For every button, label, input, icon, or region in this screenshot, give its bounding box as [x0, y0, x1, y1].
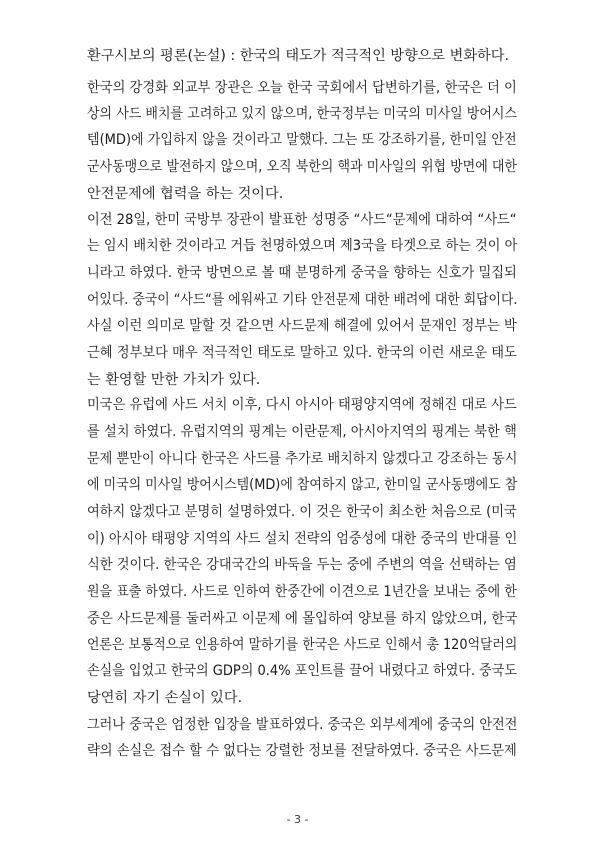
text-line: 는 임시 배치한 것이라고 거듭 천명하였으며 제3국을 타겟으로 하는 것이 아: [87, 238, 518, 254]
text-line: 는 환영할 만한 가치가 있다.: [87, 372, 261, 388]
text-line: 사실 이런 의미로 말할 것 같으면 사드문제 해결에 있어서 문재인 정부는 박: [87, 318, 517, 334]
text-line: 원을 표출 하였다. 사드로 인하여 한중간에 이견으로 1년간을 보내는 중에 한: [87, 584, 517, 600]
text-line: 미국은 유럽에 사드 서치 이후, 다시 아시아 태평양지역에 정해진 대로 사드: [87, 397, 517, 413]
text-line: 당연히 자기 손실이 있다.: [87, 690, 243, 706]
text-line: 언론은 보통적으로 인용하여 말하기를 한국은 사드로 인해서 총 120억달러의: [87, 637, 518, 653]
text-line: 중은 사드문제를 둘러싸고 이문제 에 몰입하여 양보를 하지 않았으며, 한국: [87, 611, 518, 627]
text-line: 한국의 강경화 외교부 장관은 오늘 한국 국회에서 답변하기를, 한국은 더 이: [87, 80, 517, 96]
text-line: 군사동맹으로 발전하지 않으며, 오직 북한의 핵과 미사일의 위협 방면에 대한: [87, 159, 517, 175]
text-line: 안전문제에 협력을 하는 것이다.: [87, 186, 284, 202]
text-line: 환구시보의 평론(논설) : 한국의 태도가 적극적인 방향으로 변화하다.: [87, 48, 509, 64]
text-line: 이전 28일, 한미 국방부 장관이 발표한 성명중 “사드“문제에 대하여 “사드“: [87, 212, 517, 228]
text-line: 여하지 않겠다고 분명히 설명하였다. 이 것은 한국이 최소한 처음으로 (미국: [87, 504, 517, 520]
text-line: 니라고 하였다. 한국 방면으로 볼 때 분명하게 중국을 향하는 신호가 밀집되: [87, 265, 517, 281]
text-line: 략의 손실은 접수 할 수 없다는 강렬한 정보를 전달하였다. 중국은 사드문제: [87, 743, 517, 759]
text-line: 손실을 입었고 한국의 GDP의 0.4% 포인트를 끌어 내렸다고 하였다. 중국도: [87, 663, 517, 679]
text-line: 상의 사드 배치를 고려하고 있지 않으며, 한국정부는 미국의 미사일 방어시스: [87, 106, 517, 122]
text-line: 어있다. 중국이 “사드“를 에워싸고 기타 안전문제 대한 배려에 대한 회답이다.: [87, 292, 518, 308]
text-line: 근혜 정부보다 매우 적극적인 태도로 말하고 있다. 한국의 이런 새로운 태도: [87, 345, 517, 361]
page-number: - 3 -: [286, 813, 309, 826]
text-line: 문제 뿐만이 아니다 한국은 사드를 추가로 배치하지 않겠다고 강조하는 동시: [87, 451, 518, 467]
text-line: 를 설치 하였다. 유럽지역의 핑계는 이란문제, 아시아지역의 핑계는 북한 핵: [87, 424, 517, 440]
text-line: 이) 아시아 태평양 지역의 사드 설치 전략의 엄중성에 대한 중국의 반대를 인: [87, 531, 518, 547]
text-line: 식한 것이다. 한국은 강대국간의 바둑을 두는 중에 주변의 역을 선택하는 염: [87, 557, 517, 573]
text-line: 에 미국의 미사일 방어시스템(MD)에 참여하지 않고, 한미일 군사동맹에도 참: [87, 477, 518, 493]
text-line: 템(MD)에 가입하지 않을 것이라고 말했다. 그는 또 강조하기를, 한미일 안전: [87, 132, 517, 148]
text-line: 그러나 중국은 엄정한 입장을 발표하였다. 중국은 외부세계에 중국의 안전전: [87, 717, 518, 733]
